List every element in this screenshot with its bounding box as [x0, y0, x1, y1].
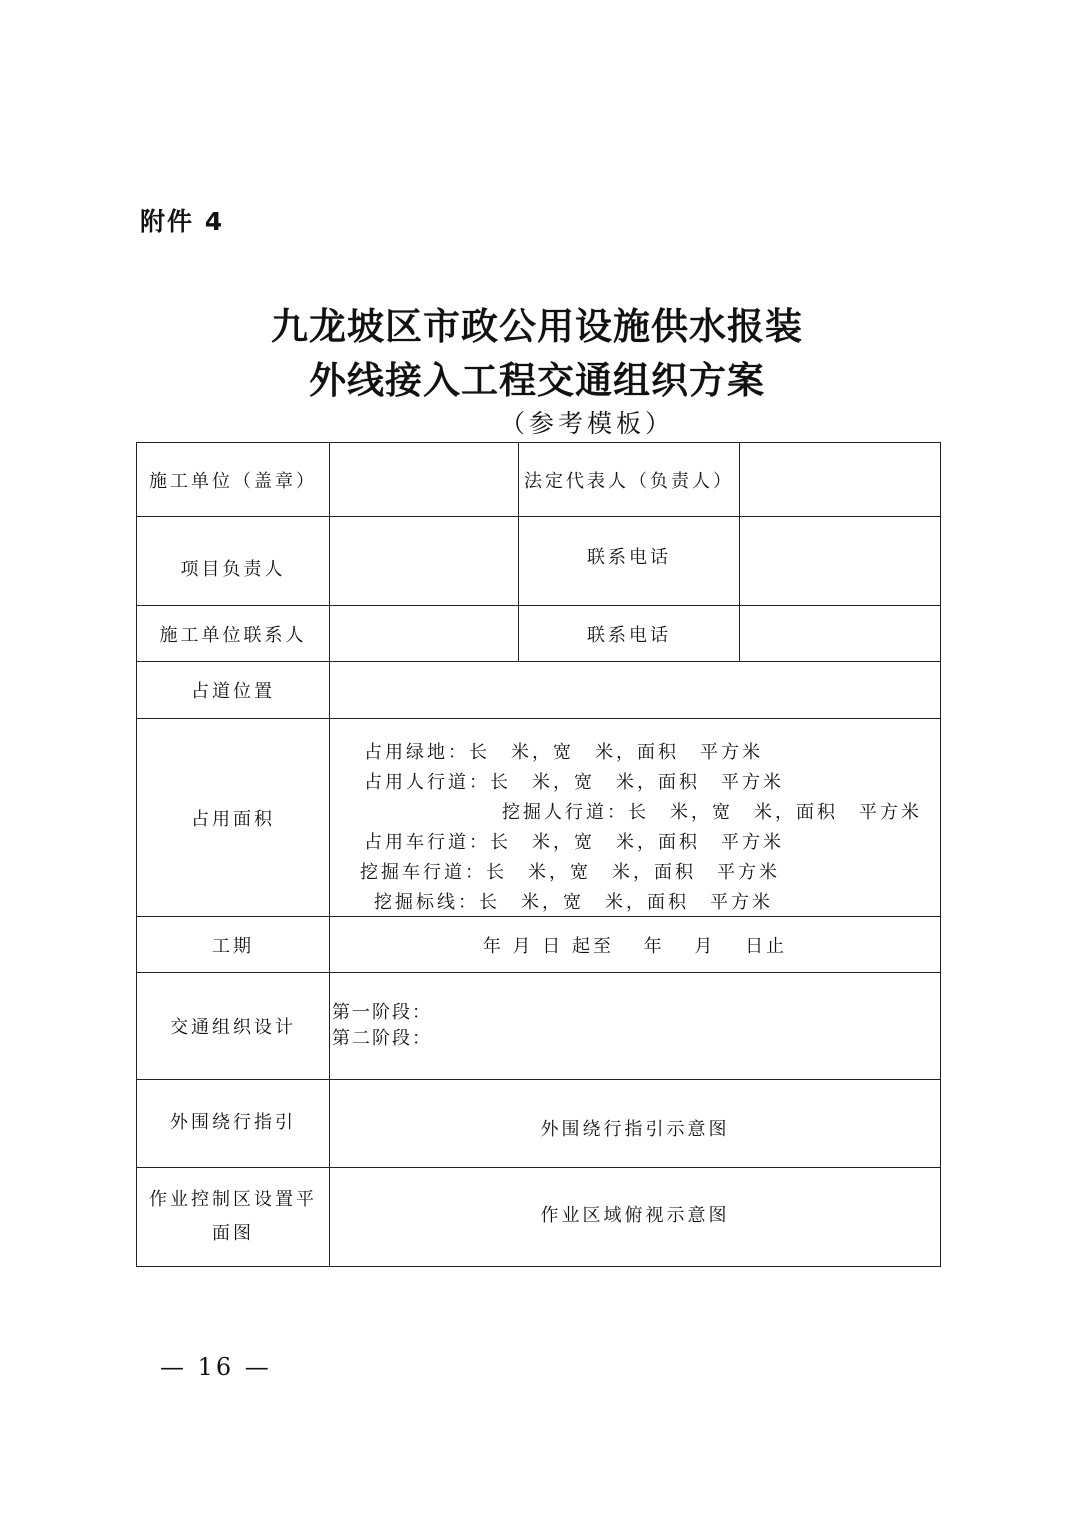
form-row-work-zone [137, 1168, 941, 1267]
project-manager-label: 项目负责人 [137, 517, 330, 606]
form-row-location [137, 662, 941, 719]
legal-representative-field[interactable] [740, 443, 941, 517]
contact-phone-field-2[interactable] [740, 606, 941, 662]
form-row-occupied-area [137, 719, 941, 917]
form-row-project-manager [137, 517, 941, 606]
form-row-construction-unit [137, 443, 941, 517]
form-row-detour [137, 1080, 941, 1168]
document-subtitle: （参考模板） [500, 409, 675, 438]
form-row-period [137, 917, 941, 973]
occupied-location-label: 占道位置 [137, 662, 330, 719]
area-line-dig-marking: 挖掘标线：长 米，宽 米，面积 平方米 [374, 891, 773, 913]
construction-unit-field[interactable] [330, 443, 519, 517]
detour-guide-diagram[interactable]: 外围绕行指引示意图 [330, 1080, 941, 1168]
contact-phone-label-2: 联系电话 [519, 606, 740, 662]
attachment-label: 附件 4 [140, 207, 225, 236]
occupied-area-field[interactable] [330, 719, 941, 917]
phase-one-label: 第一阶段： [332, 1002, 432, 1023]
work-zone-diagram[interactable]: 作业区域俯视示意图 [330, 1168, 941, 1267]
document-title-line2: 外线接入工程交通组织方案 [309, 358, 765, 402]
contact-phone-label: 联系电话 [519, 517, 740, 606]
legal-representative-label: 法定代表人（负责人） [519, 443, 740, 517]
occupied-location-field[interactable] [330, 662, 941, 719]
construction-period-label: 工期 [137, 917, 330, 973]
area-line-dig-roadway: 挖掘车行道：长 米，宽 米，面积 平方米 [360, 861, 780, 883]
area-line-roadway: 占用车行道：长 米，宽 米，面积 平方米 [364, 831, 784, 853]
traffic-design-field[interactable] [330, 973, 941, 1080]
traffic-plan-form [136, 442, 941, 1267]
area-line-greenland: 占用绿地：长 米，宽 米，面积 平方米 [364, 741, 763, 763]
detour-guide-label: 外围绕行指引 [137, 1080, 330, 1168]
page-number: — 16 — [160, 1353, 272, 1381]
contact-phone-field[interactable] [740, 517, 941, 606]
phase-two-label: 第二阶段： [332, 1028, 432, 1049]
area-line-dig-sidewalk: 挖掘人行道：长 米，宽 米，面积 平方米 [502, 801, 922, 823]
contact-person-label: 施工单位联系人 [137, 606, 330, 662]
form-row-traffic-design [137, 973, 941, 1080]
project-manager-field[interactable] [330, 517, 519, 606]
traffic-design-label: 交通组织设计 [137, 973, 330, 1080]
document-title-line1: 九龙坡区市政公用设施供水报装 [271, 304, 803, 348]
area-line-sidewalk: 占用人行道：长 米，宽 米，面积 平方米 [364, 771, 784, 793]
form-row-contact-person [137, 606, 941, 662]
construction-unit-label: 施工单位（盖章） [137, 443, 330, 517]
work-zone-plan-label [137, 1168, 330, 1267]
occupied-area-label: 占用面积 [137, 719, 330, 917]
work-zone-plan-label-line2: 面图 [212, 1223, 254, 1244]
work-zone-plan-label-line1: 作业控制区设置平 [149, 1189, 317, 1210]
construction-period-field[interactable]: 年 月 日 起至 年 月 日止 [330, 917, 941, 973]
contact-person-field[interactable] [330, 606, 519, 662]
